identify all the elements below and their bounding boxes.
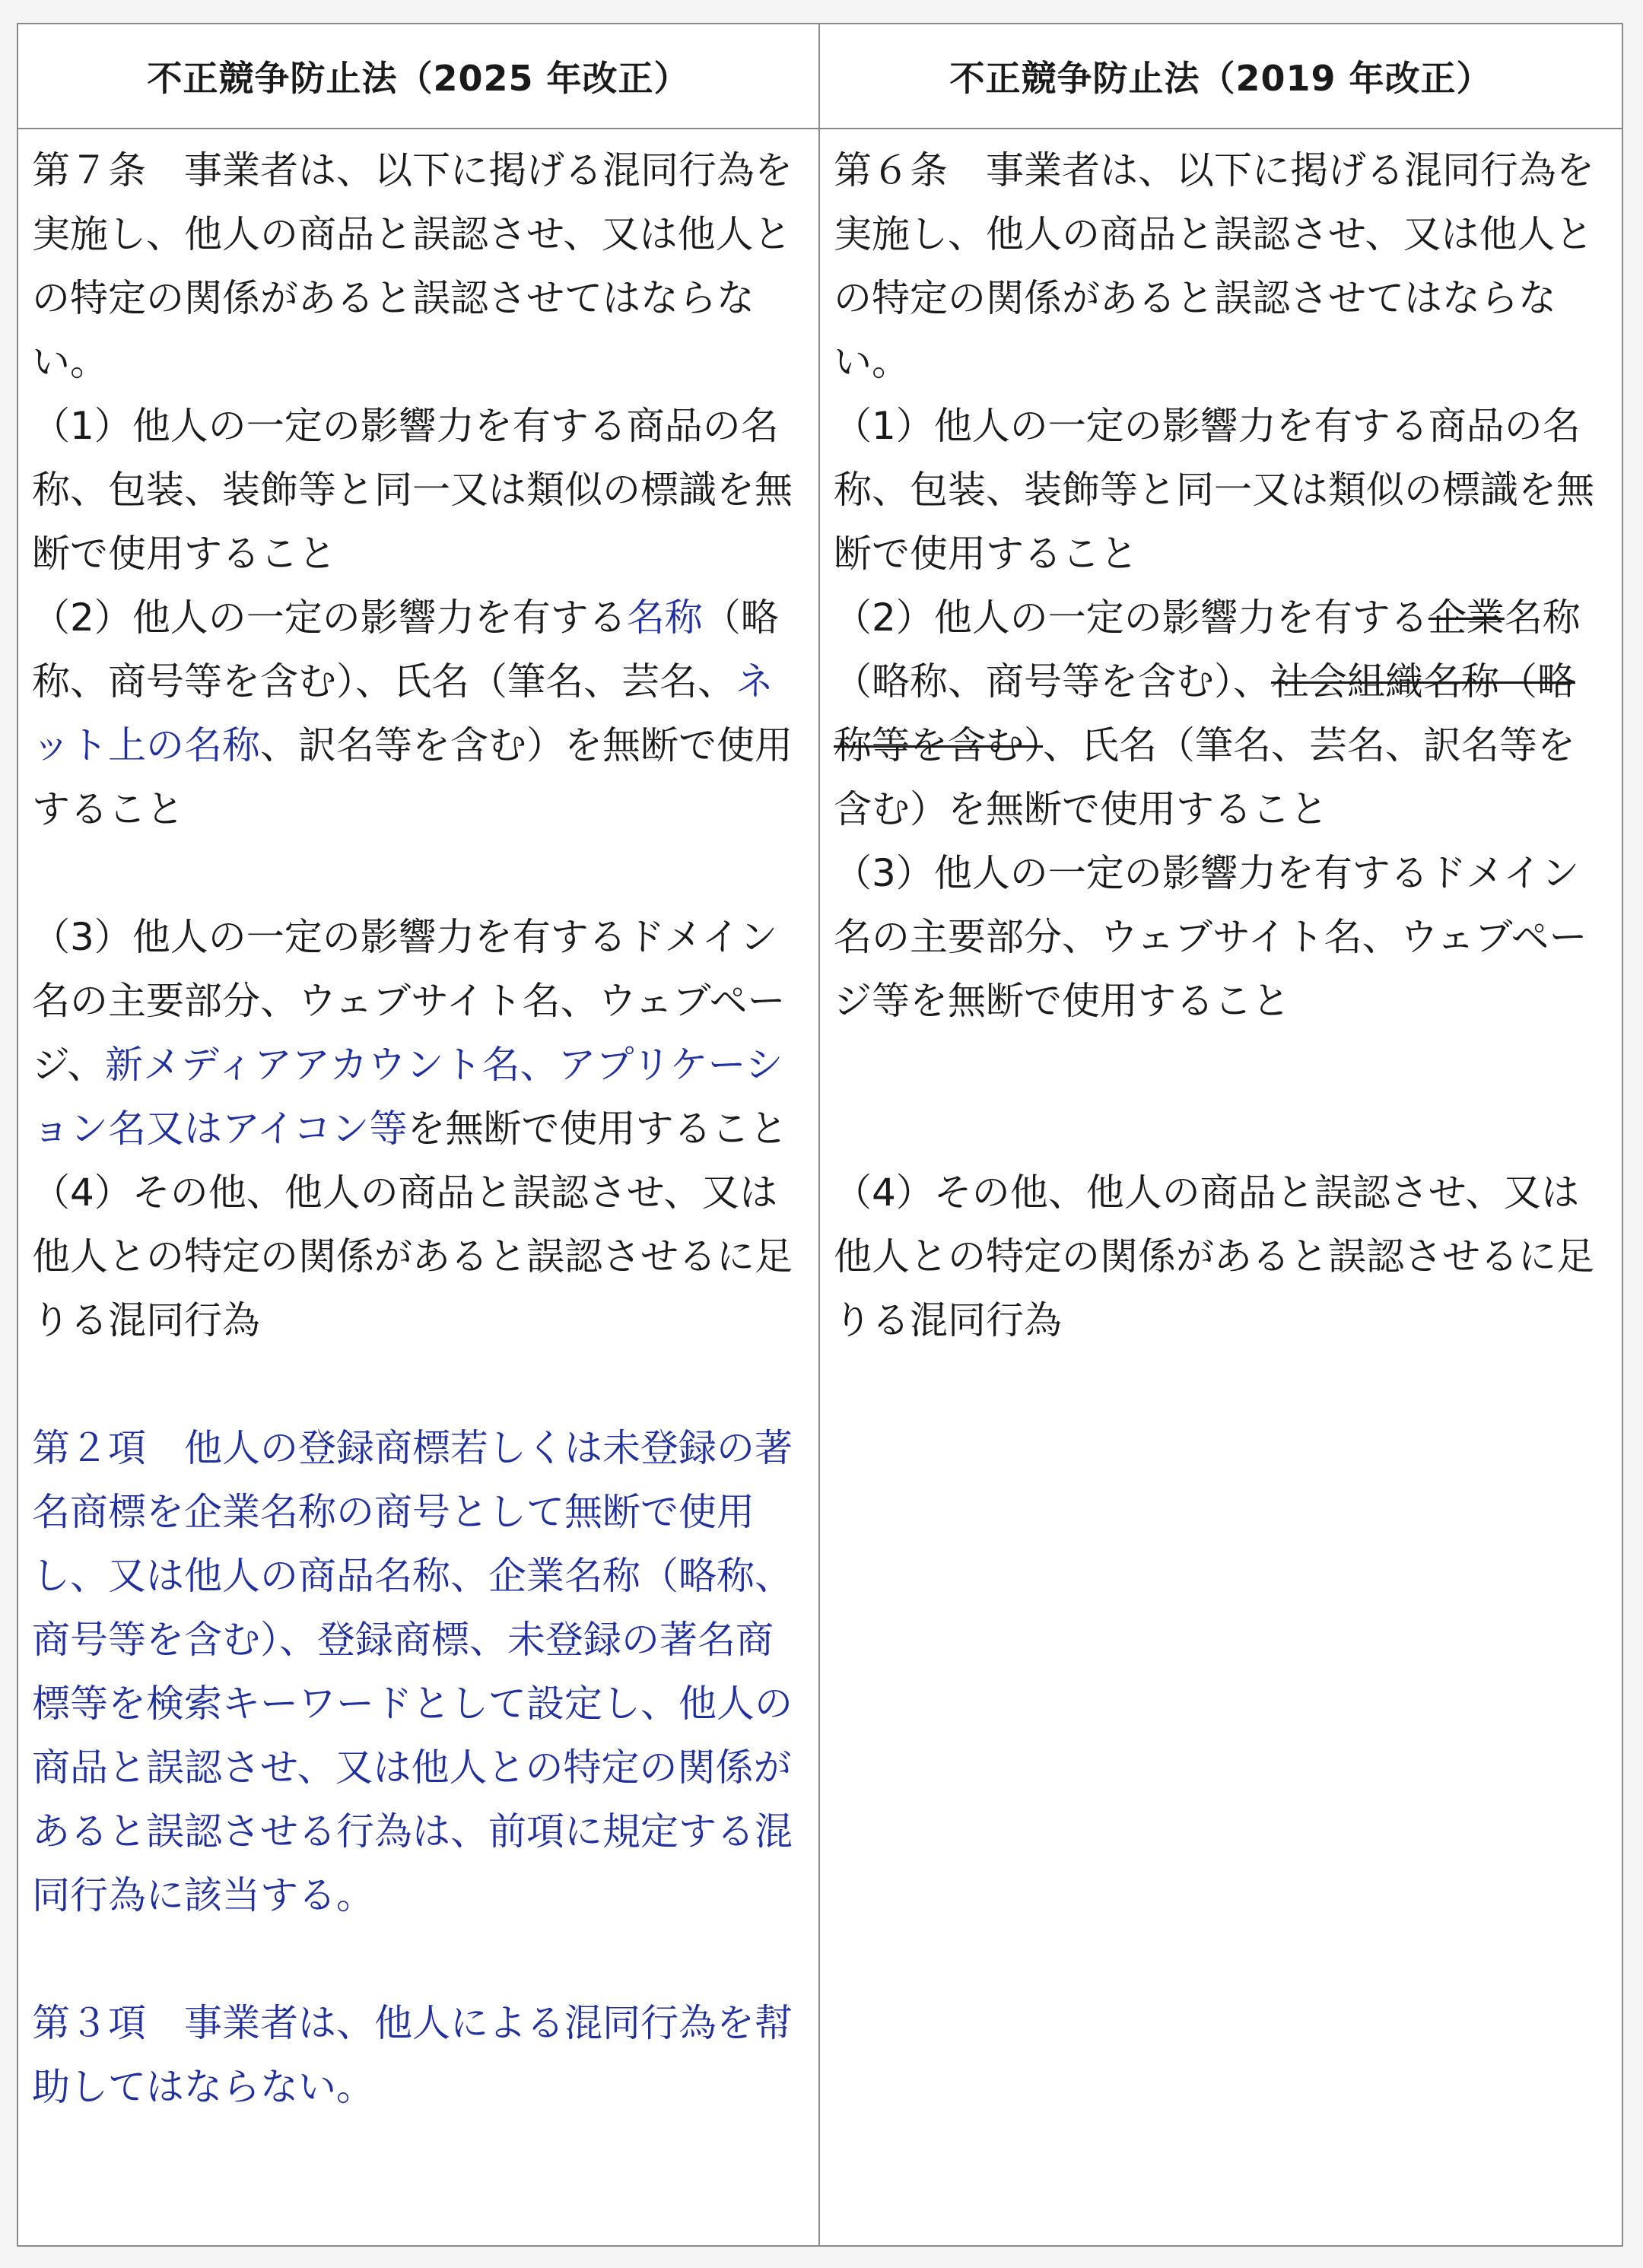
item-1-text: （1）他人の一定の影響力を有する商品の名称、包装、装飾等と同一又は類似の標識を無断で使用すること xyxy=(834,404,1594,576)
article-7-text: 第７条 事業者は、以下に掲げる混同行為を実施し、他人の商品と誤認させ、又は他人との特定の関係があると誤認させてはならない。 xyxy=(32,148,793,384)
item-2-part-c: （略称、商号等を含む）、氏名（筆名、芸名、 xyxy=(32,596,779,704)
item-2-added-name: 名称 xyxy=(626,596,703,640)
spacer xyxy=(834,1033,1610,1161)
item-2-deleted-company: 企業 xyxy=(1428,596,1505,640)
item-3-part-c: を無断で使用すること xyxy=(407,1107,788,1151)
paragraph-3-text: 第３項 事業者は、他人による混同行為を幇助してはならない。 xyxy=(32,2001,793,2109)
item-2-deleted-social-org: 社会組織名称（略称等を含む） xyxy=(834,659,1575,767)
spacer xyxy=(32,1352,806,1416)
item-4-text: （4）その他、他人の商品と誤認させ、又は他人との特定の関係があると誤認させるに足りる混同行為 xyxy=(32,1171,793,1342)
item-2-text xyxy=(32,586,806,841)
item-4-text: （4）その他、他人の商品と誤認させ、又は他人との特定の関係があると誤認させるに足りる混同行為 xyxy=(834,1171,1594,1342)
item-1-text: （1）他人の一定の影響力を有する商品の名称、包装、装飾等と同一又は類似の標識を無断で使用すること xyxy=(32,404,793,576)
spacer xyxy=(32,1927,806,1991)
paragraph-2-text: 第２項 他人の登録商標若しくは未登録の著名商標を企業名称の商号として無断で使用し、又は他人の商品名称、企業名称（略称、商号等を含む）、登録商標、未登録の著名商標等を検索キーワードとして設定し、他人の商品と誤認させ、又は他人との特定の関係があると誤認させる行為は、前項に規定する混同行為に該当する。 xyxy=(32,1426,793,1917)
item-3-part-a: （3）他人の一定の影響力を有するドメイン名の主要部分、ウェブサイト名、ウェブページ、 xyxy=(32,915,786,1087)
item-3-added-accounts: 新メディアアカウント名、アプリケーション名又はアイコン等 xyxy=(32,1043,783,1151)
item-2-part-b: 名称（略称、商号等を含む）、 xyxy=(834,596,1581,704)
item-2-part-a: （2）他人の一定の影響力を有する xyxy=(834,596,1428,640)
item-2-part-e: 、訳名等を含む）を無断で使用すること xyxy=(32,723,793,831)
item-3-text xyxy=(32,905,806,1161)
comparison-table xyxy=(17,23,1623,2247)
item-2-part-c: 、氏名（筆名、芸名、訳名等を含む）を無断で使用すること xyxy=(834,723,1575,831)
spacer xyxy=(32,841,806,905)
item-2-text xyxy=(834,586,1610,841)
item-2-part-a: （2）他人の一定の影響力を有する xyxy=(32,596,627,640)
header-2025: 不正競争防止法（2025 年改正） xyxy=(17,24,819,129)
article-6-text: 第６条 事業者は、以下に掲げる混同行為を実施し、他人の商品と誤認させ、又は他人との特定の関係があると誤認させてはならない。 xyxy=(834,148,1594,384)
body-row xyxy=(17,129,1622,2246)
header-2019: 不正競争防止法（2019 年改正） xyxy=(819,24,1622,129)
item-3-text: （3）他人の一定の影響力を有するドメイン名の主要部分、ウェブサイト名、ウェブページ等を無断で使用すること xyxy=(834,851,1587,1023)
item-2-added-net-name: ネット上の名称 xyxy=(32,659,774,767)
column-2019 xyxy=(819,129,1622,2246)
column-2025 xyxy=(17,129,819,2246)
header-row xyxy=(17,24,1622,129)
